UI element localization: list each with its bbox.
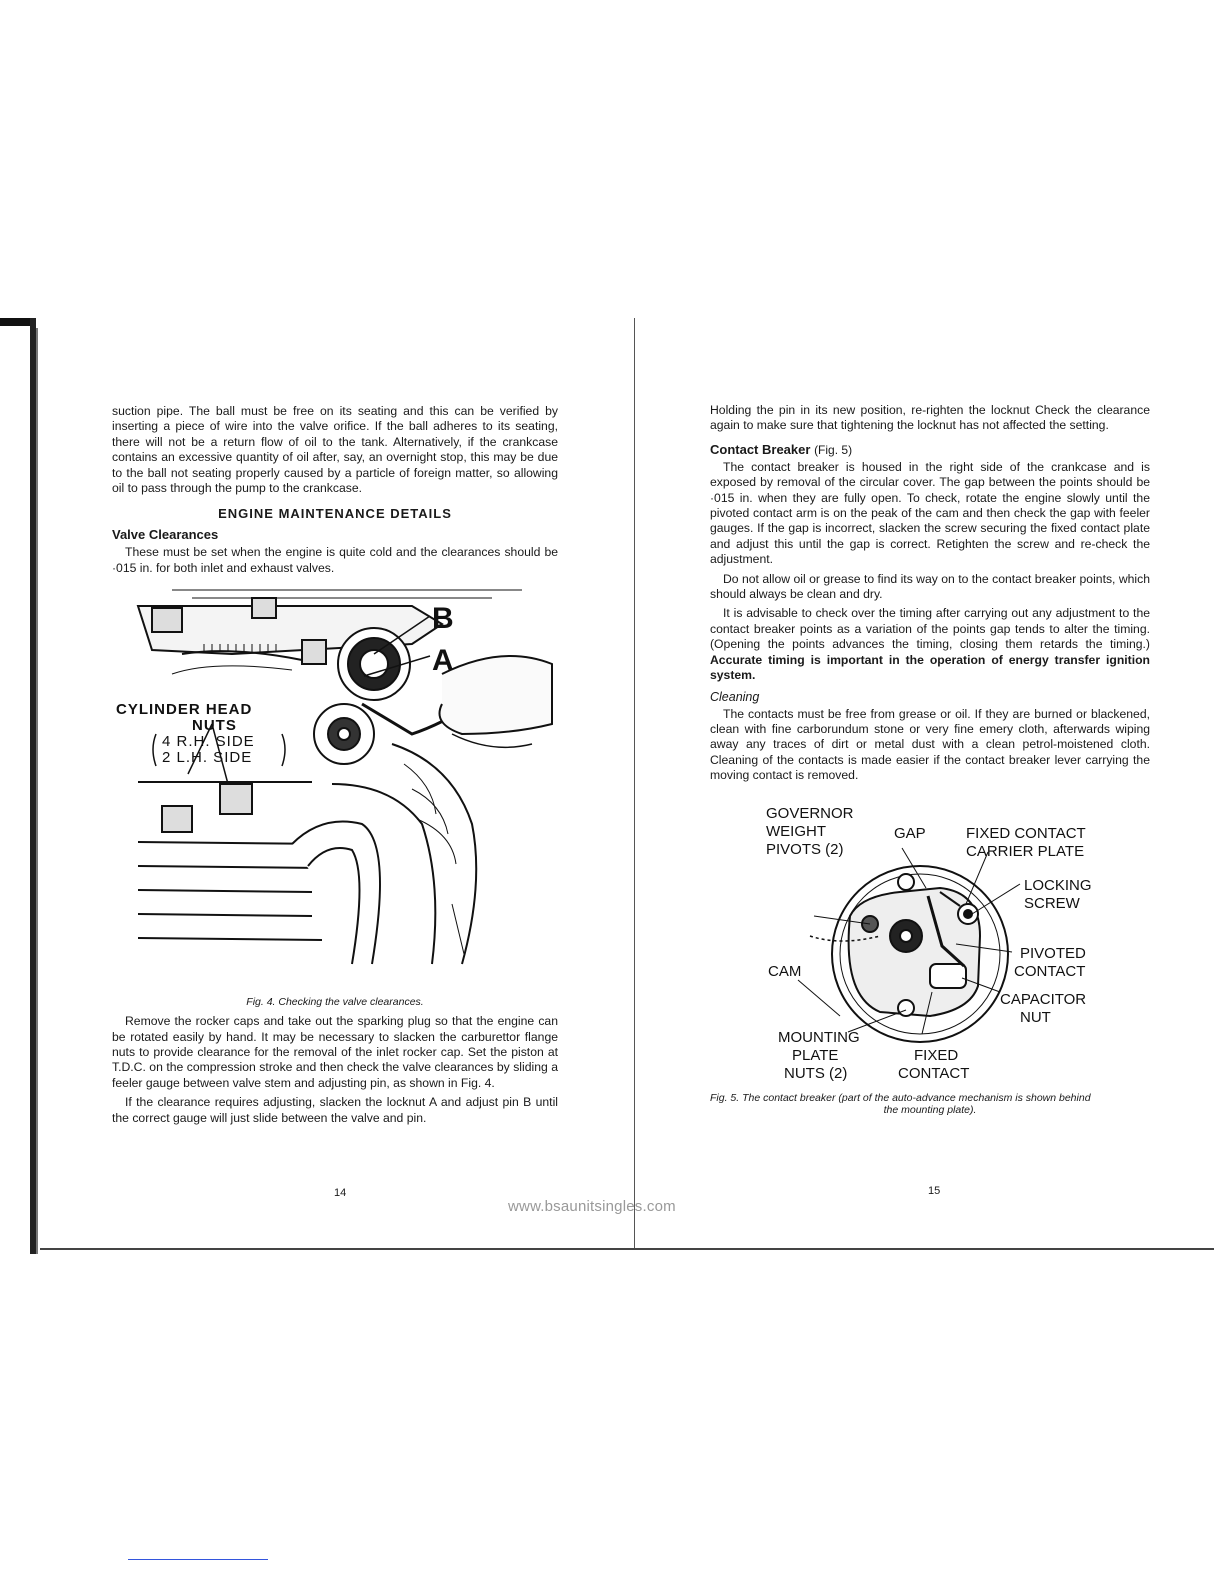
label-capacitor-2: NUT [1020,1008,1051,1026]
page-gutter [634,318,635,1248]
label-mounting-2: PLATE [792,1046,839,1064]
para-advisable-bold: Accurate timing is important in the operation of energy transfer ignition system. [710,652,1150,683]
page-number-left: 14 [334,1187,347,1199]
page-number-right: 15 [928,1185,941,1197]
label-governor-3: PIVOTS (2) [766,840,844,858]
left-page [112,404,558,1126]
para-advisable-text: It is advisable to check over the timing after carrying out any adjustment to the contact breaker points as a variation of the points gap tends to alter the timing. (Opening the points advances the timing, closing them retards the timing.) [710,606,1150,652]
label-locking-1: LOCKING [1024,876,1092,894]
label-mounting-3: NUTS (2) [784,1064,848,1082]
figure-5-contact-breaker [710,796,1150,1092]
label-mounting-1: MOUNTING [778,1028,860,1046]
label-a: A [432,644,454,678]
subhead-contact-text: Contact Breaker [710,441,811,457]
para-advisable [710,606,1150,683]
label-locking-2: SCREW [1024,894,1080,912]
bottom-link-underline [128,1559,268,1560]
para-valve: These must be set when the engine is quite cold and the clearances should be ·015 in. for both inlet and exhaust valves. [112,545,558,575]
label-lh-side: 2 L.H. SIDE [162,749,253,767]
label-fixed-1: FIXED [914,1046,959,1064]
para-adjust: If the clearance requires adjusting, slacken the locknut A and adjust pin B until the correct gauge will just slide between the valve and pin. [112,1095,558,1125]
label-governor-1: GOVERNOR [766,804,854,822]
para-holding: Holding the pin in its new position, re-righten the locknut Check the clearance again to make sure that tightening the locknut has not affected the setting. [710,403,1150,433]
para-intro: suction pipe. The ball must be free on its seating and this can be verified by inserting a piece of wire into the valve orifice. If the ball adheres to its seating, there will not be a return flow of oil to the tank. Alternatively, if the crankcase contains an excessive quantity of oil after, say, an overnight stop, this may be due to the ball not seating properly caused by a particle of foreign matter, so allowing oil to pass through the pump to the crankcase. [112,404,558,496]
book-binding-edge [0,318,40,1254]
para-donot: Do not allow oil or grease to find its way on to the contact breaker points, which should always be clean and dry. [710,571,1150,602]
label-nuts: NUTS [192,717,237,735]
fig5-caption-1: Fig. 5. The contact breaker (part of the auto-advance mechanism is shown behind [710,1091,1091,1104]
watermark: www.bsaunitsingles.com [508,1198,676,1215]
label-fixed-plate-1: FIXED CONTACT [966,824,1086,842]
subhead-valve-clearances: Valve Clearances [112,527,219,543]
subhead-contact-breaker [710,442,1150,457]
figure-4-valve-clearance [112,584,558,994]
label-capacitor-1: CAPACITOR [1000,990,1087,1008]
section-title: ENGINE MAINTENANCE DETAILS [218,506,452,522]
subhead-cleaning: Cleaning [710,689,760,704]
para-remove: Remove the rocker caps and take out the sparking plug so that the engine can be rotated easily by hand. It may be necessary to slacken the carburettor flange nuts to provide clearance for the removal of the inlet rocker cap. Set the piston at T.D.C. on the compression stroke and then check the valve clearances by sliding a feeler gauge between valve stem and adjusting pin, as shown in Fig. 4. [112,1014,558,1090]
label-governor-2: WEIGHT [766,822,826,840]
label-fixed-2: CONTACT [898,1064,970,1082]
label-gap: GAP [894,824,926,842]
label-pivoted-2: CONTACT [1014,962,1086,980]
right-page [710,403,1150,1116]
para-cleaning: The contacts must be free from grease or oil. If they are burned or blackened, clean with fine carborundum stone or very fine emery cloth, afterwards wiping away any traces of dirt or metal dust with a clean petrol-moistened cloth. Cleaning of the contacts is made easier if the contact breaker lever carrying the moving contact is removed. [710,706,1150,783]
label-rh-side: 4 R.H. SIDE [162,733,255,751]
label-cam: CAM [768,962,802,980]
label-b: B [432,602,454,636]
label-fixed-plate-2: CARRIER PLATE [966,842,1085,860]
para-contact: The contact breaker is housed in the right side of the crankcase and is exposed by removal of the circular cover. The gap between the points should be ·015 in. when they are fully open. To check, rotate the engine slowly until the pivoted contact arm is on the peak of the cam and then check the gap with feeler gauges. If the gap is incorrect, slacken the screw securing the fixed contact plate and adjust this until the gap is correct. Retighten the screw and re-check the adjustment. [710,459,1150,567]
subhead-contact-figref: (Fig. 5) [814,442,853,457]
label-pivoted-1: PIVOTED [1020,944,1086,962]
page-bottom-edge [40,1248,1214,1250]
fig4-caption: Fig. 4. Checking the valve clearances. [246,996,424,1009]
label-cylinder-head: CYLINDER HEAD [116,701,253,719]
fig5-caption-2: the mounting plate). [883,1103,977,1116]
